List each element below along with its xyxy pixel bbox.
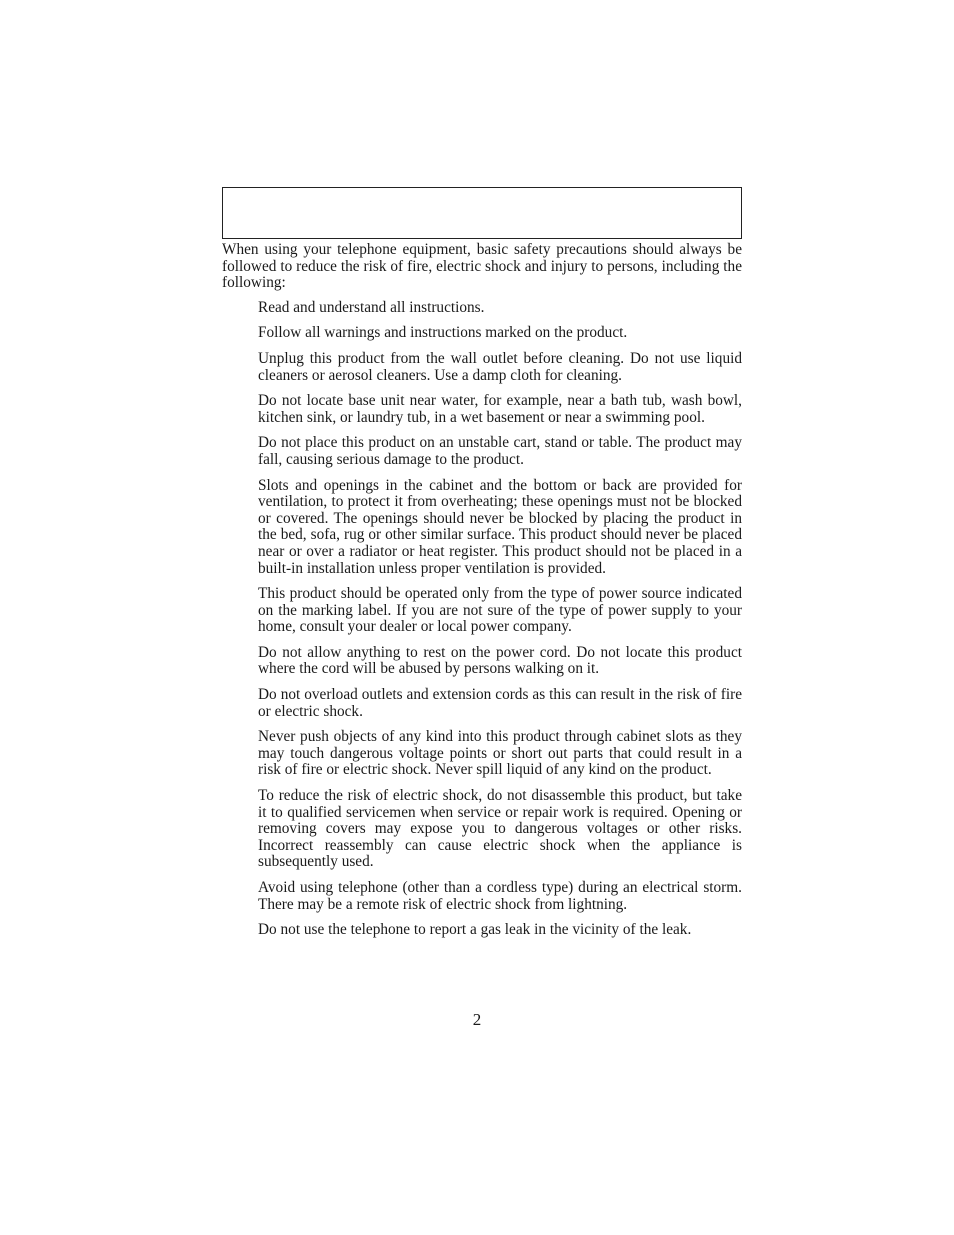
safety-instructions-list <box>222 300 742 939</box>
list-item: Never push objects of any kind into this product through cabinet slots as they may touch dangerous voltage points or short out parts that could result in a risk of fire or electric shock. Never spill liquid of any kind on the product. <box>258 728 742 779</box>
list-item: Unplug this product from the wall outlet before cleaning. Do not use liquid cleaners or aerosol cleaners. Use a damp cloth for cleaning. <box>258 349 742 384</box>
list-item: Avoid using telephone (other than a cordless type) during an electrical storm. There may be a remote risk of electric shock from lightning. <box>258 879 742 913</box>
intro-paragraph: When using your telephone equipment, basic safety precautions should always be followed to reduce the risk of fire, electric shock and injury to persons, including the following: <box>222 241 742 292</box>
page-number: 2 <box>472 1010 482 1029</box>
list-item: Do not allow anything to rest on the power cord. Do not locate this product where the cord will be abused by persons walking on it. <box>258 643 742 678</box>
list-item: Do not overload outlets and extension cords as this can result in the risk of fire or electric shock. <box>258 686 742 720</box>
list-item: To reduce the risk of electric shock, do not disassemble this product, but take it to qualified servicemen when service or repair work is required. Opening or removing covers may expose you to dangerous voltages or other risks. Incorrect reassembly can cause electric shock when the appliance is subsequently used. <box>258 787 742 871</box>
list-item: Follow all warnings and instructions marked on the product. <box>258 324 628 342</box>
list-item: Do not locate base unit near water, for example, near a bath tub, wash bowl, kitchen sink, or laundry tub, in a wet basement or near a swimming pool. <box>258 392 742 426</box>
list-item: Do not use the telephone to report a gas leak in the vicinity of the leak. <box>258 921 692 939</box>
list-item: Do not place this product on an unstable cart, stand or table. The product may fall, causing serious damage to the product. <box>258 434 742 468</box>
list-item: This product should be operated only from the type of power source indicated on the marking label. If you are not sure of the type of power supply to your home, consult your dealer or local power company. <box>258 585 742 636</box>
list-item: Read and understand all instructions. <box>258 298 485 316</box>
document-page <box>222 187 742 939</box>
list-item: Slots and openings in the cabinet and the bottom or back are provided for ventilation, to protect it from overheating; these openings must not be blocked or covered. The openings should never be blocked by placing the product in the bed, sofa, rug or other similar surface. This product should never be placed near or over a radiator or heat register. This product should not be placed in a built-in installation unless proper ventilation is provided. <box>258 476 742 577</box>
title-box <box>222 187 742 239</box>
